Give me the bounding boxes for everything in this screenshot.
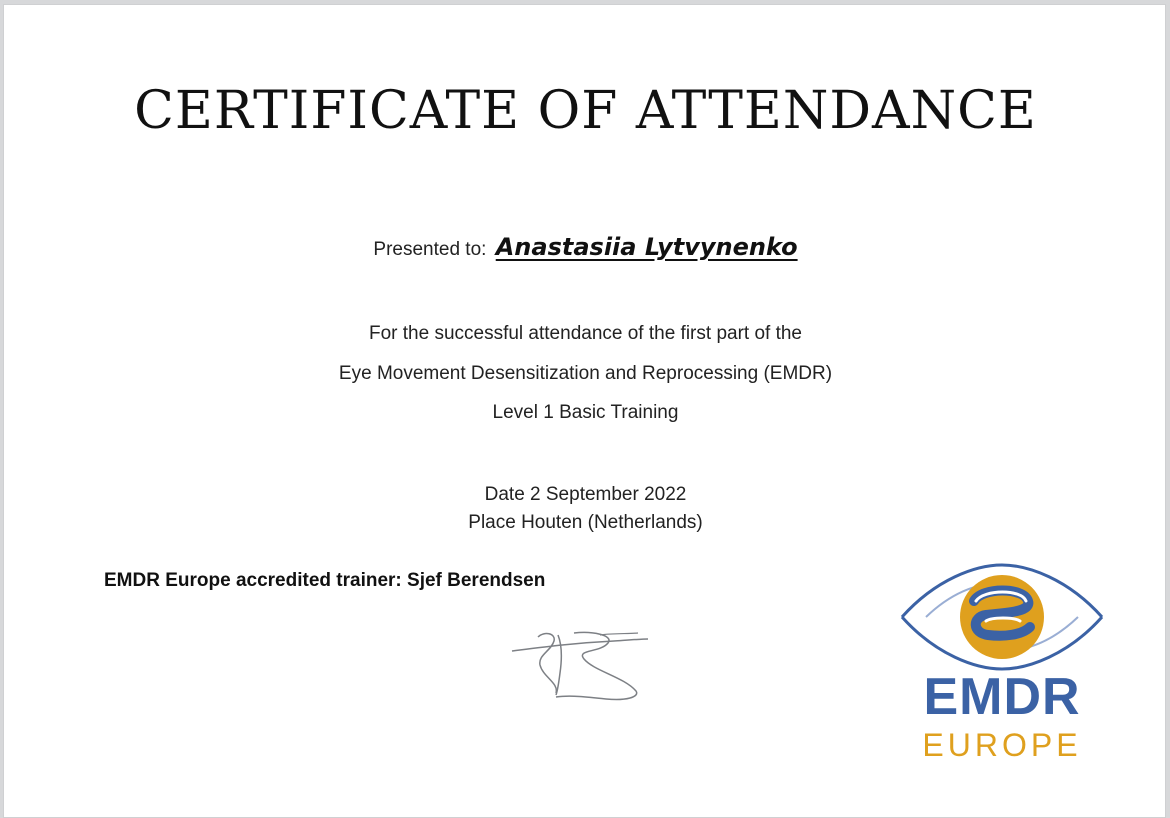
certificate-page <box>3 4 1166 818</box>
logo-text-emdr: EMDR <box>923 668 1081 726</box>
presented-to-line <box>4 233 1167 261</box>
certificate-title: CERTIFICATE OF ATTENDANCE <box>134 81 1037 141</box>
body-line-2: Eye Movement Desensitization and Reprocessing (EMDR) <box>338 363 833 384</box>
signature-image <box>504 625 654 705</box>
recipient-name: Anastasiia Lytvynenko <box>495 233 798 261</box>
place-line: Place Houten (Netherlands) <box>468 512 703 533</box>
body-line-1: For the successful attendance of the first part of the <box>368 323 802 344</box>
body-line-3: Level 1 Basic Training <box>492 402 679 423</box>
trainer-line: EMDR Europe accredited trainer: Sjef Berendsen <box>104 570 546 591</box>
emdr-europe-logo <box>896 561 1108 771</box>
date-line: Date 2 September 2022 <box>484 484 687 505</box>
logo-text-europe: EUROPE <box>922 727 1082 763</box>
presented-label: Presented to: <box>373 239 487 260</box>
eye-logo-icon <box>896 561 1108 673</box>
